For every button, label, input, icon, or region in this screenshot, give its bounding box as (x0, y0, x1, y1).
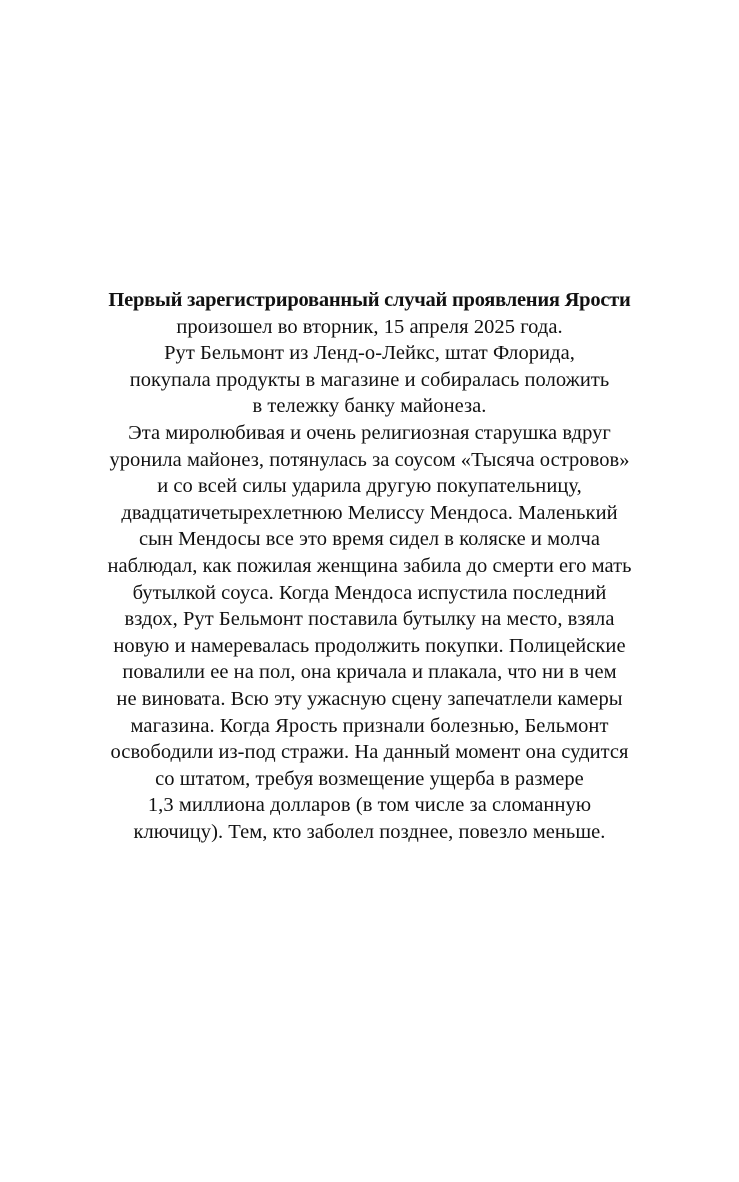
epigraph-line: покупала продукты в магазине и собиралась положить (129, 368, 610, 391)
epigraph-line: бутылкой соуса. Когда Мендоса испустила последний (132, 581, 607, 604)
epigraph-line: сын Мендосы все это время сидел в коляске и молча (139, 528, 600, 551)
epigraph-line: Рут Бельмонт из Ленд-о-Лейкс, штат Флорида, (164, 342, 575, 365)
epigraph-line: повалили ее на пол, она кричала и плакала, что ни в чем (122, 661, 617, 684)
epigraph (0, 287, 739, 845)
epigraph-line: со штатом, требуя возмещение ущерба в размере (155, 767, 584, 790)
epigraph-line: вздох, Рут Бельмонт поставила бутылку на место, взяла (124, 608, 615, 631)
epigraph-line: и со всей силы ударила другую покупательницу, (157, 475, 582, 498)
epigraph-line: произошел во вторник, 15 апреля 2025 года. (176, 315, 563, 338)
epigraph-line: магазина. Когда Ярость признали болезнью, Бельмонт (130, 714, 609, 737)
epigraph-line: ключицу). Тем, кто заболел позднее, повезло меньше. (133, 820, 606, 843)
epigraph-line: освободили из-под стражи. На данный момент она судится (110, 741, 629, 764)
epigraph-line: двадцатичетырехлетнюю Мелиссу Мендоса. Маленький (121, 501, 618, 524)
epigraph-line: не виновата. Всю эту ужасную сцену запечатлели камеры (116, 687, 623, 710)
epigraph-lead-line: Первый зарегистрированный случай проявления Ярости (108, 289, 631, 311)
epigraph-line: в тележку банку майонеза. (252, 395, 487, 418)
epigraph-line: 1,3 миллиона долларов (в том числе за сломанную (147, 794, 592, 817)
epigraph-line: наблюдал, как пожилая женщина забила до смерти его мать (107, 554, 632, 577)
epigraph-line: новую и намеревалась продолжить покупки. Полицейские (113, 634, 626, 657)
epigraph-line: Эта миролюбивая и очень религиозная старушка вдруг (128, 421, 611, 444)
epigraph-line: уронила майонез, потянулась за соусом «Тысяча островов» (109, 448, 630, 471)
